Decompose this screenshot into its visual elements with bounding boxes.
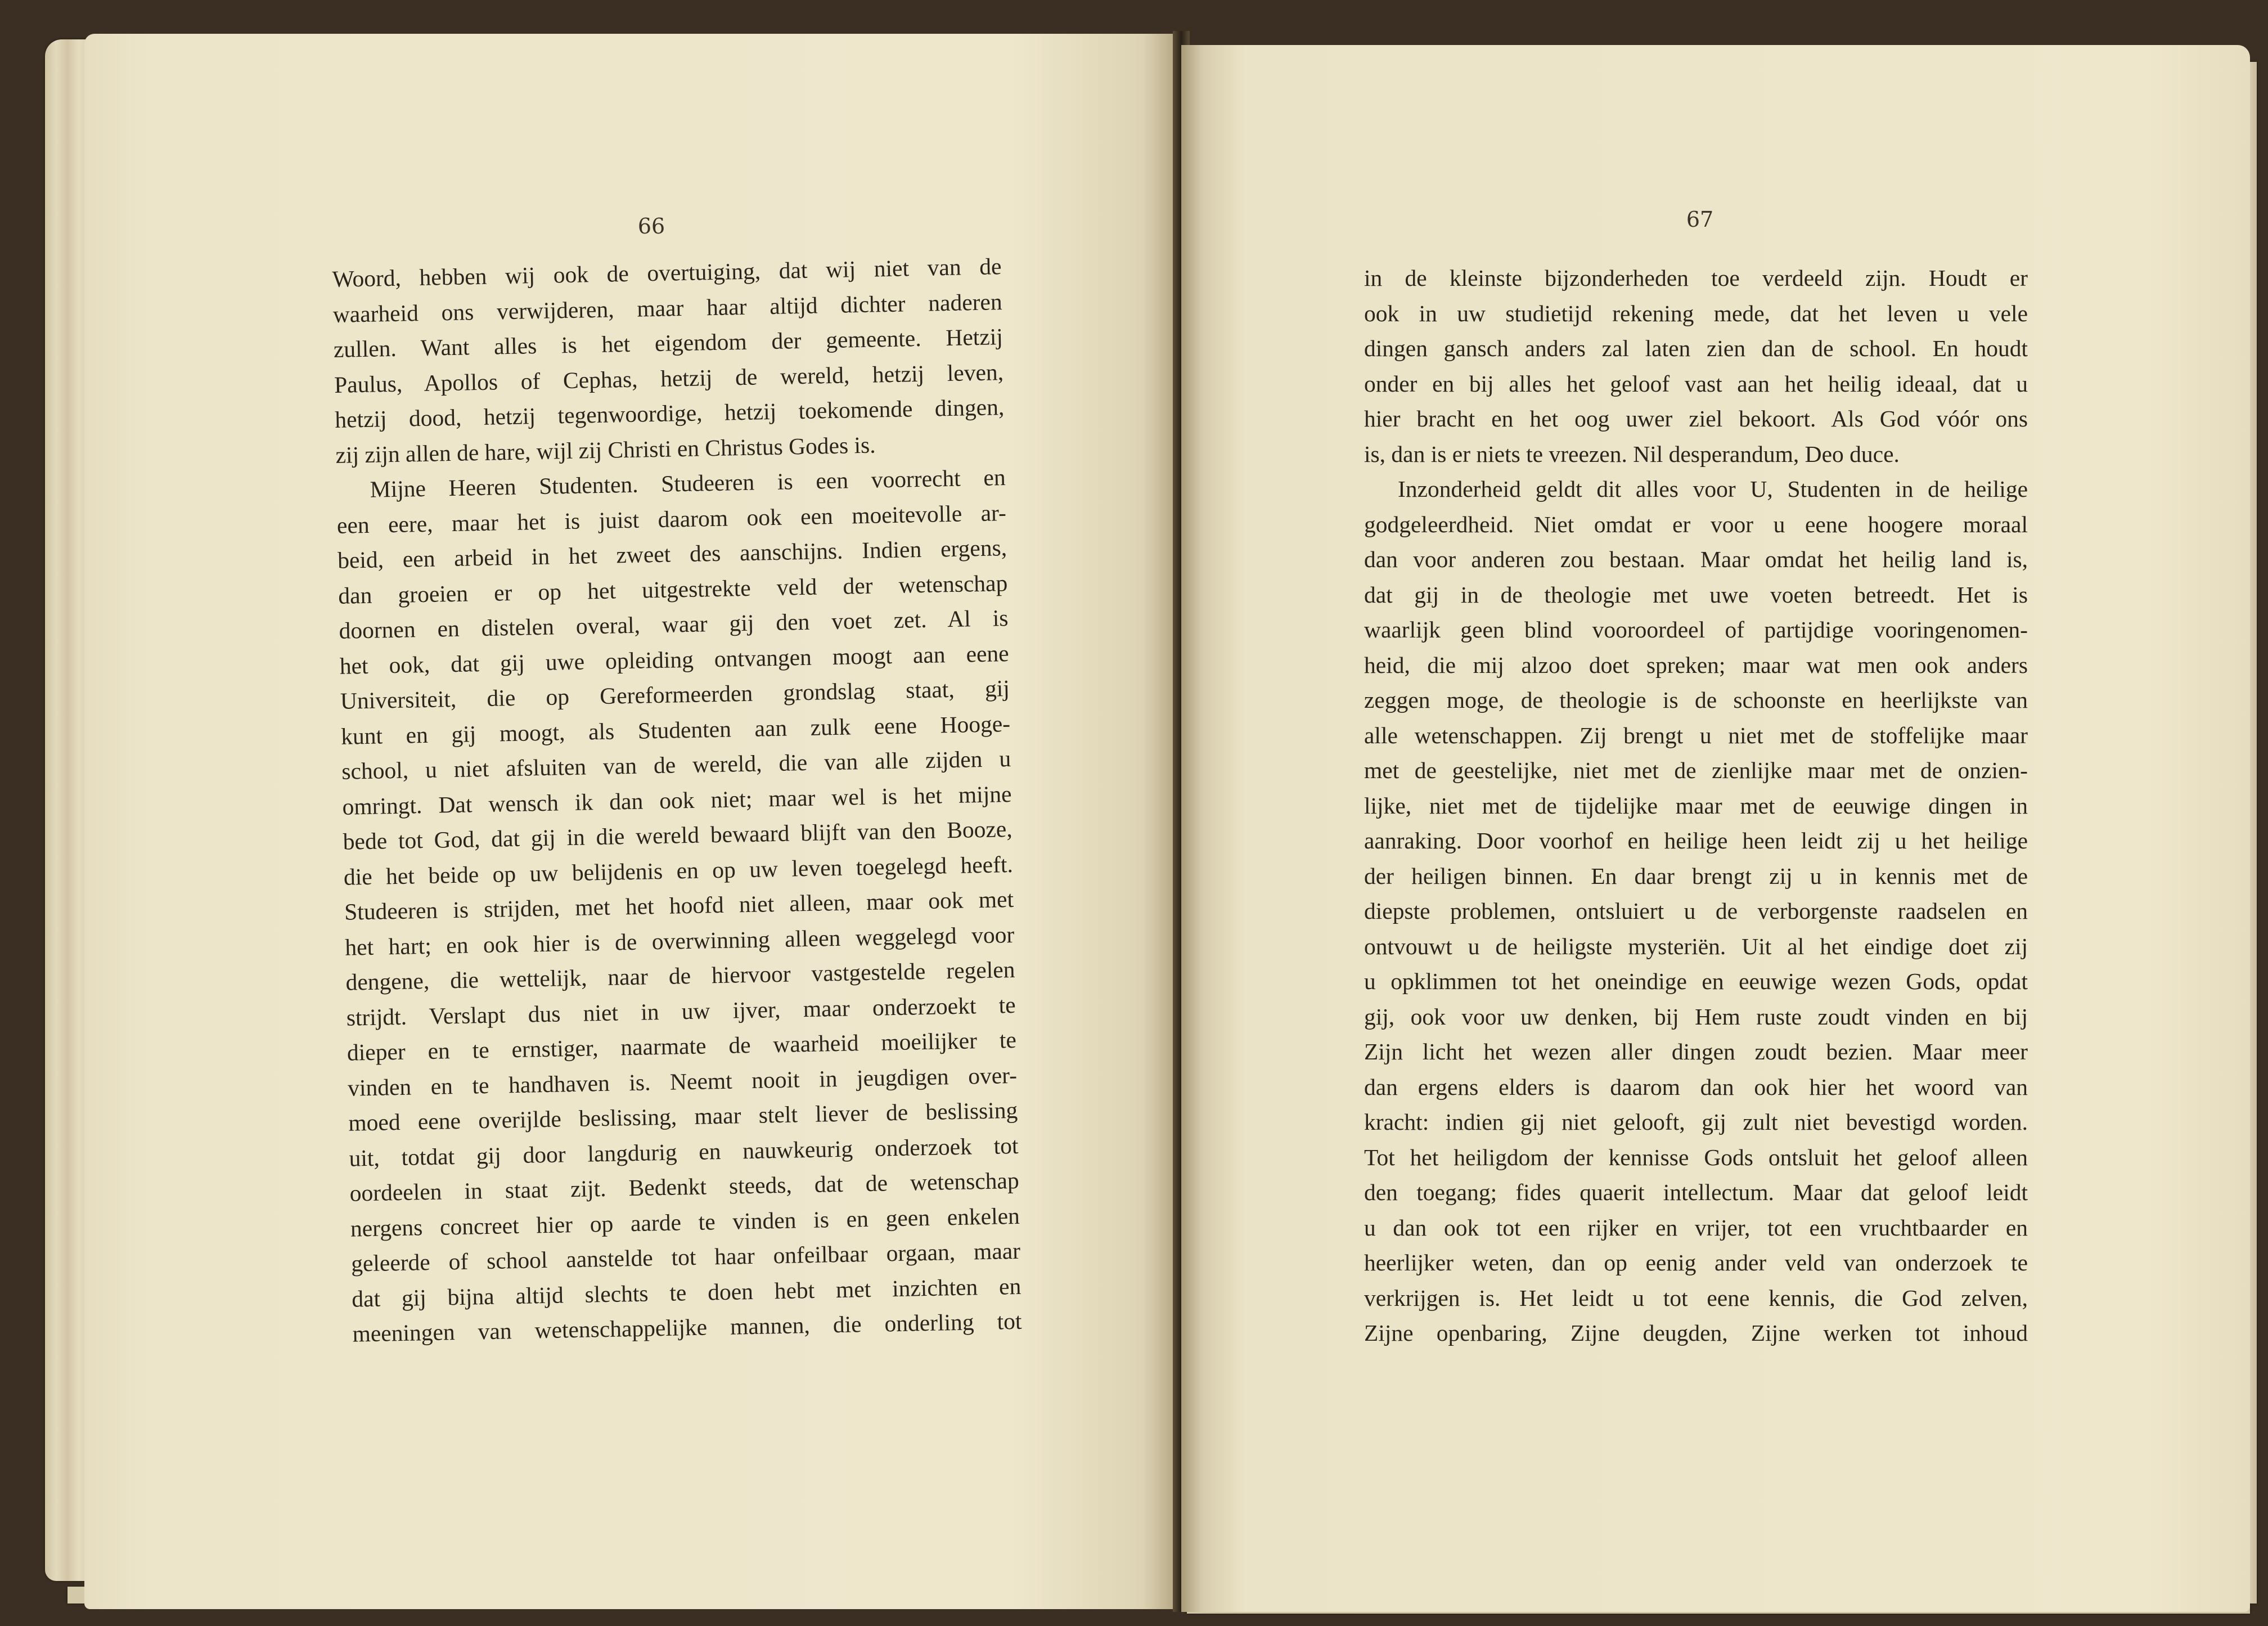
text-line: een eere, maar het is juist daarom ook een moeitevolle ar-: [336, 499, 1007, 538]
text-line: die het beide op uw belijdenis en op uw leven toegelegd heeft.: [343, 851, 1014, 890]
text-line: den toegang; fides quaerit intellectum. Maar dat geloof leidt: [1364, 1179, 2028, 1205]
page-number-right: 67: [1686, 207, 1714, 232]
text-line: Zijne openbaring, Zijne deugden, Zijne werken tot inhoud: [1364, 1320, 2028, 1346]
text-line: dat gij in de theologie met uwe voeten betreedt. Het is: [1364, 581, 2028, 608]
text-line: hier bracht en het oog uwer ziel bekoort. Als God vóór ons: [1364, 406, 2028, 432]
text-line: u opklimmen tot het oneindige en eeuwige wezen Gods, opdat: [1364, 968, 2028, 994]
text-line: onder en bij alles het geloof vast aan het heilig ideaal, dat u: [1364, 370, 2028, 397]
text-line: kunt en gij moogt, als Studenten aan zulk eene Hooge-: [340, 710, 1011, 749]
text-line: ontvouwt u de heiligste mysteriën. Uit al het eindige doet zij: [1364, 933, 2028, 959]
text-line: der heiligen binnen. En daar brengt zij u in kennis met de: [1364, 863, 2028, 889]
text-line: met de geestelijke, niet met de zienlijke maar met de onzien-: [1364, 757, 2028, 783]
text-line: heid, die mij alzoo doet spreken; maar wat men ook anders: [1364, 652, 2028, 678]
text-line: dan ergens elders is daarom dan ook hier het woord van: [1364, 1073, 2028, 1100]
text-line: Tot het heiligdom der kennisse Gods ontsluit het geloof alleen: [1364, 1144, 2028, 1170]
text-line: alle wetenschappen. Zij brengt u niet met de stoffelijke maar: [1364, 722, 2028, 748]
text-line: dan groeien er op het uitgestrekte veld der wetenschap: [338, 569, 1008, 609]
text-line: oordeelen in staat zijt. Bedenkt steeds, dat de wetenschap: [349, 1167, 1020, 1206]
left-page-body-text: [332, 249, 1022, 1351]
text-line: Universiteit, die op Gereformeerden grondslag staat, gij: [340, 675, 1010, 714]
text-line: zeggen moge, de theologie is de schoonste en heerlijkste van: [1364, 687, 2028, 713]
text-line: dingen gansch anders zal laten zien dan de school. En houdt: [1364, 335, 2028, 361]
text-line: omringt. Dat wensch ik dan ook niet; maar wel is het mijne: [342, 780, 1012, 820]
text-line: meeningen van wetenschappelijke mannen, die onderling tot: [352, 1308, 1022, 1347]
text-line: godgeleerdheid. Niet omdat er voor u eene hoogere moraal: [1364, 511, 2028, 537]
right-page-body-text: [1364, 260, 2028, 1351]
text-line: hetzij dood, hetzij tegenwoordige, hetzij toekomende dingen,: [334, 394, 1005, 433]
text-line: waarlijk geen blind vooroordeel of partijdige vooringenomen-: [1364, 617, 2028, 643]
text-line: is, dan is er niets te vreezen. Nil desperandum, Deo duce.: [1364, 441, 1900, 467]
text-line: Studeeren is strijden, met het hoofd niet alleen, maar ook met: [344, 886, 1014, 925]
text-line: Mijne Heeren Studenten. Studeeren is een voorrecht en: [370, 464, 1006, 502]
text-line: doornen en distelen overal, waar gij den voet zet. Al is: [339, 605, 1009, 644]
text-line: dengene, die wettelijk, naar de hiervoor vastgestelde regelen: [345, 956, 1015, 995]
text-line: moed eene overijlde beslissing, maar stelt liever de beslissing: [348, 1097, 1018, 1136]
text-line: Zijn licht het wezen aller dingen zoudt bezien. Maar meer: [1364, 1039, 2028, 1064]
text-line: vinden en te handhaven is. Neemt nooit in jeugdigen over-: [347, 1062, 1018, 1101]
text-line: zij zijn allen de hare, wijl zij Christi en Christus Godes is.: [335, 432, 876, 468]
text-line: beid, een arbeid in het zweet des aanschijns. Indien ergens,: [337, 534, 1007, 573]
text-line: lijke, niet met de tijdelijke maar met de eeuwige dingen in: [1364, 792, 2028, 819]
text-line: kracht: indien gij niet gelooft, gij zult niet bevestigd worden.: [1364, 1109, 2028, 1135]
text-line: dieper en te ernstiger, naarmate de waarheid moeilijker te: [346, 1026, 1017, 1066]
text-line: dan voor anderen zou bestaan. Maar omdat het heilig land is,: [1364, 546, 2028, 572]
text-line: diepste problemen, ontsluiert u de verborgenste raadselen en: [1364, 898, 2028, 924]
text-line: zullen. Want alles is het eigendom der gemeente. Hetzij: [333, 324, 1004, 362]
text-line: Paulus, Apollos of Cephas, hetzij de wereld, hetzij leven,: [334, 358, 1004, 398]
text-line: het ook, dat gij uwe opleiding ontvangen moogt aan eene: [339, 640, 1010, 679]
text-line: waarheid ons verwijderen, maar haar altijd dichter naderen: [332, 288, 1003, 327]
text-line: het hart; en ook hier is de overwinning alleen weggelegd voor: [344, 921, 1015, 960]
text-line: heerlijker weten, dan op eenig ander veld van onderzoek te: [1364, 1250, 2028, 1275]
text-line: bede tot God, dat gij in die wereld bewaard blijft van den Booze,: [343, 815, 1013, 855]
text-line: ook in uw studietijd rekening mede, dat het leven u vele: [1364, 300, 2028, 326]
text-line: verkrijgen is. Het leidt u tot eene kennis, die God zelven,: [1364, 1284, 2028, 1311]
text-line: aanraking. Door voorhof en heilige heen leidt zij u het heilige: [1364, 828, 2028, 854]
text-line: in de kleinste bijzonderheden toe verdeeld zijn. Houdt er: [1364, 265, 2028, 291]
left-page-stack: [45, 39, 90, 1581]
page-number-left: 66: [637, 214, 665, 239]
text-line: u dan ook tot een rijker en vrijer, tot een vruchtbaarder en: [1364, 1214, 2028, 1241]
text-line: dat gij bijna altijd slechts te doen hebt met inzichten en: [351, 1273, 1022, 1312]
text-line: strijdt. Verslapt dus niet in uw ijver, maar onderzoekt te: [346, 991, 1016, 1031]
text-line: school, u niet afsluiten van de wereld, die van alle zijden u: [341, 745, 1011, 784]
text-line: Woord, hebben wij ook de overtuiging, dat wij niet van de: [332, 253, 1002, 292]
text-line: geleerde of school aanstelde tot haar onfeilbaar orgaan, maar: [350, 1237, 1021, 1277]
text-line: gij, ook voor uw denken, bij Hem ruste zoudt vinden en bij: [1364, 1003, 2028, 1030]
text-line: Inzonderheid geldt dit alles voor U, Studenten in de heilige: [1398, 476, 2028, 502]
text-line: uit, totdat gij door langdurig en nauwkeurig onderzoek tot: [349, 1132, 1019, 1171]
text-line: nergens concreet hier op aarde te vinden is en geen enkelen: [350, 1202, 1020, 1242]
